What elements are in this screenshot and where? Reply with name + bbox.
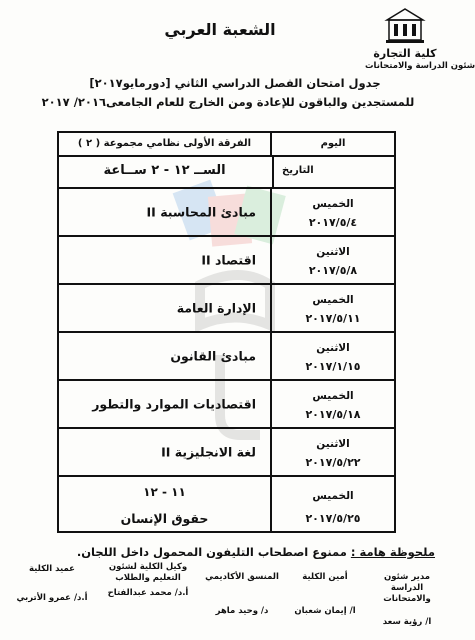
subject-name: الإدارة العامة [176, 300, 256, 316]
signature-academic-coordinator [202, 572, 282, 616]
table-row [59, 381, 394, 429]
university-logo-icon [383, 6, 427, 46]
day-cell [270, 381, 394, 427]
subject-cell [59, 429, 270, 475]
subject-cell [59, 477, 270, 531]
subject-name: مبادئ القانون [170, 348, 256, 364]
exam-schedule-table [57, 131, 396, 533]
day-cell [270, 237, 394, 283]
signature-name: أ.د/ عمرو الأتربي [16, 593, 88, 603]
signature-college-secretary [290, 572, 360, 616]
table-row [59, 477, 394, 531]
section-title: الشعبة العربي [164, 20, 276, 39]
subject-cell [59, 189, 270, 235]
signature-exams-manager [368, 572, 446, 627]
exam-subtitle: للمستجدين والباقون للإعادة ومن الخارج للعام الجامعى٢٠١٦/ ٢٠١٧ [41, 95, 415, 109]
time-header-row [59, 155, 394, 189]
subject-cell [59, 381, 270, 427]
date-column-header: التاريخ [272, 155, 394, 187]
subject-name: اقتصاديات الموارد والتطور [92, 396, 256, 412]
group-column-header: الفرقة الأولى نظامي مجموعة ( ٢ ) [77, 138, 252, 149]
table-header-row [59, 133, 394, 157]
day-name: الاثنين [316, 342, 350, 354]
subject-cell [59, 285, 270, 331]
exam-time-header: الســ ١٢ - ٢ ســاعة [103, 163, 226, 178]
exam-date: ٢٠١٧/٥/٤ [308, 216, 358, 229]
exam-title: جدول امتحان الفصل الدراسي الثاني [دورمايو٢٠١٧] [89, 76, 381, 90]
table-row [59, 333, 394, 381]
day-name: الاثنين [316, 438, 350, 450]
day-name: الخميس [312, 294, 354, 306]
table-row [59, 237, 394, 285]
college-name: كلية التجارة [373, 47, 437, 60]
exam-date: ٢٠١٧/٥/١١ [305, 312, 361, 325]
college-logo-block [365, 6, 475, 71]
day-cell [270, 189, 394, 235]
signatures-block [2, 562, 452, 638]
day-name: الخميس [312, 390, 354, 402]
signature-vice-dean [102, 562, 194, 598]
table-row [59, 189, 394, 237]
subject-name: اقتصاد II [201, 252, 256, 268]
subject-cell [59, 237, 270, 283]
signature-title: مدير شئون الدراسة والامتحانات [383, 572, 431, 604]
signature-name: أ.د/ محمد عبدالفتاح [107, 588, 189, 598]
day-column-header: اليوم [270, 133, 394, 155]
exam-date: ٢٠١٧/٥/٨ [308, 264, 358, 277]
subject-name: لغة الانجليزية II [161, 444, 256, 460]
day-cell [270, 333, 394, 379]
signature-dean [8, 564, 96, 603]
signature-name: د/ وحيد ماهر [215, 606, 269, 616]
note-text: ممنوع اصطحاب التليفون المحمول داخل اللجان. [76, 545, 347, 559]
signature-name: ا/ رؤية سعد [382, 617, 432, 627]
signature-name: ا/ إيمان شعبان [294, 606, 356, 616]
department-name: شئون الدراسة والامتحانات [365, 61, 475, 71]
day-cell [270, 477, 394, 531]
subject-name: مبادئ المحاسبة II [146, 204, 256, 220]
exam-date: ٢٠١٧/٥/١٨ [305, 408, 361, 421]
exam-date: ٢٠١٧/٥/٢٢ [305, 456, 361, 469]
signature-title: وكيل الكلية لشئون التعليم والطلاب [108, 562, 188, 583]
day-cell [270, 429, 394, 475]
table-row [59, 285, 394, 333]
signature-title: أمين الكلية [302, 572, 348, 582]
day-name: الاثنين [316, 246, 350, 258]
signature-title: عميد الكلية [29, 564, 75, 574]
day-name: الخميس [312, 490, 354, 502]
note-label: ملحوظة هامة : [350, 545, 435, 559]
exam-time-override: ١١ - ١٢ [143, 485, 186, 499]
subject-cell [59, 333, 270, 379]
important-note [35, 545, 435, 559]
exam-date: ٢٠١٧/٥/٢٥ [305, 512, 361, 525]
day-name: الخميس [312, 198, 354, 210]
subject-name: حقوق الإنسان [120, 511, 209, 526]
table-row [59, 429, 394, 477]
day-cell [270, 285, 394, 331]
signature-title: المنسق الأكاديمي [205, 572, 279, 582]
exam-date: ٢٠١٧/١/١٥ [305, 360, 361, 373]
